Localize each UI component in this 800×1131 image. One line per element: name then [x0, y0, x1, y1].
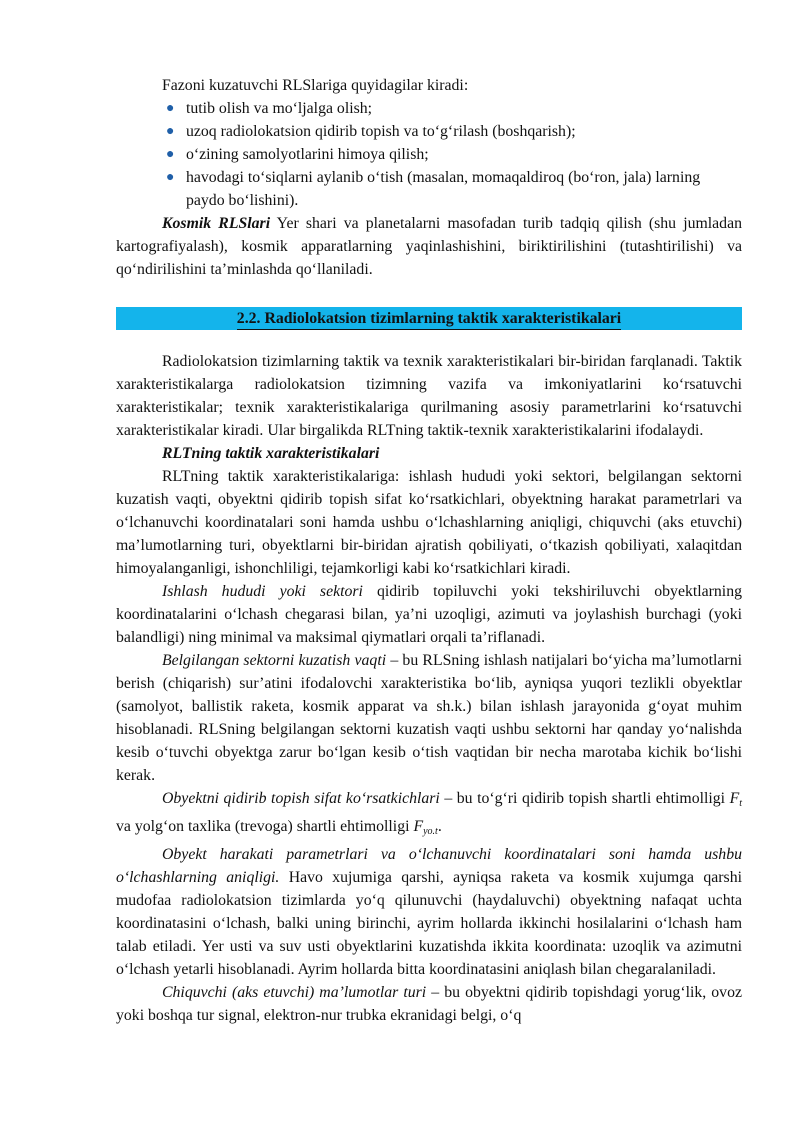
- list-item: [166, 97, 742, 120]
- bullet-dot-icon: ●: [166, 101, 175, 116]
- paragraph-3: [116, 580, 742, 649]
- formula-subscript: t: [739, 798, 743, 809]
- term-chiquvchi: Chiquvchi (aks etuvchi) ma’lumotlar turi: [162, 984, 427, 1001]
- intro-line: Fazoni kuzatuvchi RLSlariga quyidagilar kiradi:: [162, 77, 469, 94]
- term-sifat: Obyektni qidirib topish sifat ko‘rsatkichlari: [162, 790, 440, 807]
- term-kuzatish: Belgilangan sektorni kuzatish vaqti: [162, 652, 387, 669]
- formula-ft: [730, 790, 742, 807]
- formula-symbol: F: [413, 818, 424, 835]
- formula-subscript: yo.t: [423, 826, 438, 837]
- paragraph-text: – bu obyektni qidirib topishdagi yorug‘lik, ovoz yoki boshqa tur signal, elektron-nur trubka ekranidagi belgi, o‘q: [116, 984, 742, 1024]
- formula-fyot: [413, 818, 437, 835]
- bullet-dot-icon: ●: [166, 147, 175, 162]
- bullet-dot-icon: ●: [166, 124, 175, 139]
- term-harakat: Obyekt harakati parametrlari va o‘lchanuvchi koordinatalari soni hamda ushbu o‘lchashlarning aniqligi.: [116, 846, 742, 886]
- paragraph-text: Havo xujumiga qarshi, ayniqsa raketa va kosmik xujumga qarshi mudofaa radiolokatsion tizimlarda yo‘q qilunuvchi (haydaluvchi) obyektning nafaqat uchta koordinatasini o‘lchash, balki uning birinchi, ayrim hollarda ikkinchi hosilalarini o‘lchash ham talab etiladi. Yer usti va suv usti obyektlarini kuzatishda ikkita koordinata: uzoqlik va azimutni o‘lchash yetarli hisoblanadi. Ayrim hollarda bitta koordinatasini aniqlash bilan chegaralaniladi.: [116, 869, 742, 978]
- paragraph-2: RLTning taktik xarakteristikalariga: ishlash hududi yoki sektori, belgilangan sektorni kuzatish vaqti, obyektni qidirib topish sifat ko‘rsatkichlari, obyektning harakat parametrlari va o‘lchanuvchi koordinatalari soni hamda ushbu o‘lchashlarning aniqligi, chiquvchi (aks etuvchi) ma’lumotlarning turi, obyektlarni bir-biridan ajratish qobiliyati, o‘tkazish qobiliyati, xalaqitdan himoyalanganligi, ishonchliligi, tejamkorligi kabi ko‘rsatkichlari kiradi.: [116, 468, 742, 577]
- formula-symbol: F: [729, 790, 740, 807]
- bullet-list: [116, 97, 742, 212]
- paragraph-7: [116, 981, 742, 1027]
- paragraph-text: qidirib topiluvchi yoki tekshiriluvchi obyektlarning koordinatalarini o‘lchash chegarasi bilan, ya’ni uzoqligi, azimuti va joylashish burchagi (yoki balandligi) ning minimal va maksimal qiymatlari orqali ta’riflanadi.: [116, 583, 742, 646]
- bullet-dot-icon: ●: [166, 170, 175, 185]
- list-item-text: havodagi to‘siqlarni aylanib o‘tish (masalan, momaqaldiroq (bo‘ron, jala) larning paydo bo‘lishini).: [186, 169, 701, 209]
- list-item-text: tutib olish va mo‘ljalga olish;: [186, 100, 373, 117]
- page-content: [116, 74, 742, 1027]
- section-heading: 2.2. Radiolokatsion tizimlarning taktik xarakteristikalari: [237, 309, 621, 330]
- paragraph-text: va yolg‘on taxlika (trevoga) shartli ehtimolligi: [116, 818, 414, 835]
- paragraph-text: .: [437, 818, 442, 835]
- paragraph-6: [116, 843, 742, 981]
- subheading: RLTning taktik xarakteristikalari: [162, 445, 380, 462]
- paragraph-text: Yer shari va planetalarni masofadan turib tadqiq qilish (shu jumladan kartografiyalash), kosmik apparatlarning yaqinlashishini, biriktirilishini (tutashtirilishi) va qo‘ndirilishini ta’minlashda qo‘llaniladi.: [116, 215, 742, 278]
- paragraph-4: [116, 649, 742, 787]
- term-kosmik: Kosmik RLSlari: [162, 215, 271, 232]
- list-item-text: o‘zining samolyotlarini himoya qilish;: [186, 146, 429, 163]
- list-item-text: uzoq radiolokatsion qidirib topish va to‘g‘rilash (boshqarish);: [186, 123, 576, 140]
- term-ishlash: Ishlash hududi yoki sektori: [162, 583, 363, 600]
- paragraph-5: [116, 787, 742, 843]
- paragraph-text: – bu to‘g‘ri qidirib topish shartli ehtimolligi: [439, 790, 730, 807]
- kosmik-paragraph: [116, 212, 742, 281]
- list-item: [166, 143, 742, 166]
- list-item: [166, 166, 742, 212]
- paragraph-text: – bu RLSning ishlash natijalari bo‘yicha ma’lumotlarni berish (chiqarish) sur’atini ifodalovchi xarakteristika bo‘lib, ayniqsa yuqori tezlikli obyektlar (samolyot, ballistik raketa, kosmik apparat va sh.k.) bilan ishlash jarayonida g‘oyat muhim hisoblanadi. RLSning belgilangan sektorni kuzatish vaqti ushbu sektorni har qanday yo‘nalishda kesib o‘tuvchi obyektga zarur bo‘lgan kesib o‘tish vaqtidan bir necha marotaba kichik bo‘lishi kerak.: [116, 652, 742, 784]
- paragraph-1: Radiolokatsion tizimlarning taktik va texnik xarakteristikalari bir-biridan farqlanadi. Taktik xarakteristikalarga radiolokatsion tizimning vazifa va imkoniyatlarini ko‘rsatuvchi xarakteristikalar; texnik xarakteristikalariga qurilmaning asosiy parametrlarini ko‘rsatuvchi xarakteristikalar kiradi. Ular birgalikda RLTning taktik-texnik xarakteristikalarini ifodalaydi.: [116, 353, 742, 439]
- section-heading-bar: [116, 307, 742, 330]
- list-item: [166, 120, 742, 143]
